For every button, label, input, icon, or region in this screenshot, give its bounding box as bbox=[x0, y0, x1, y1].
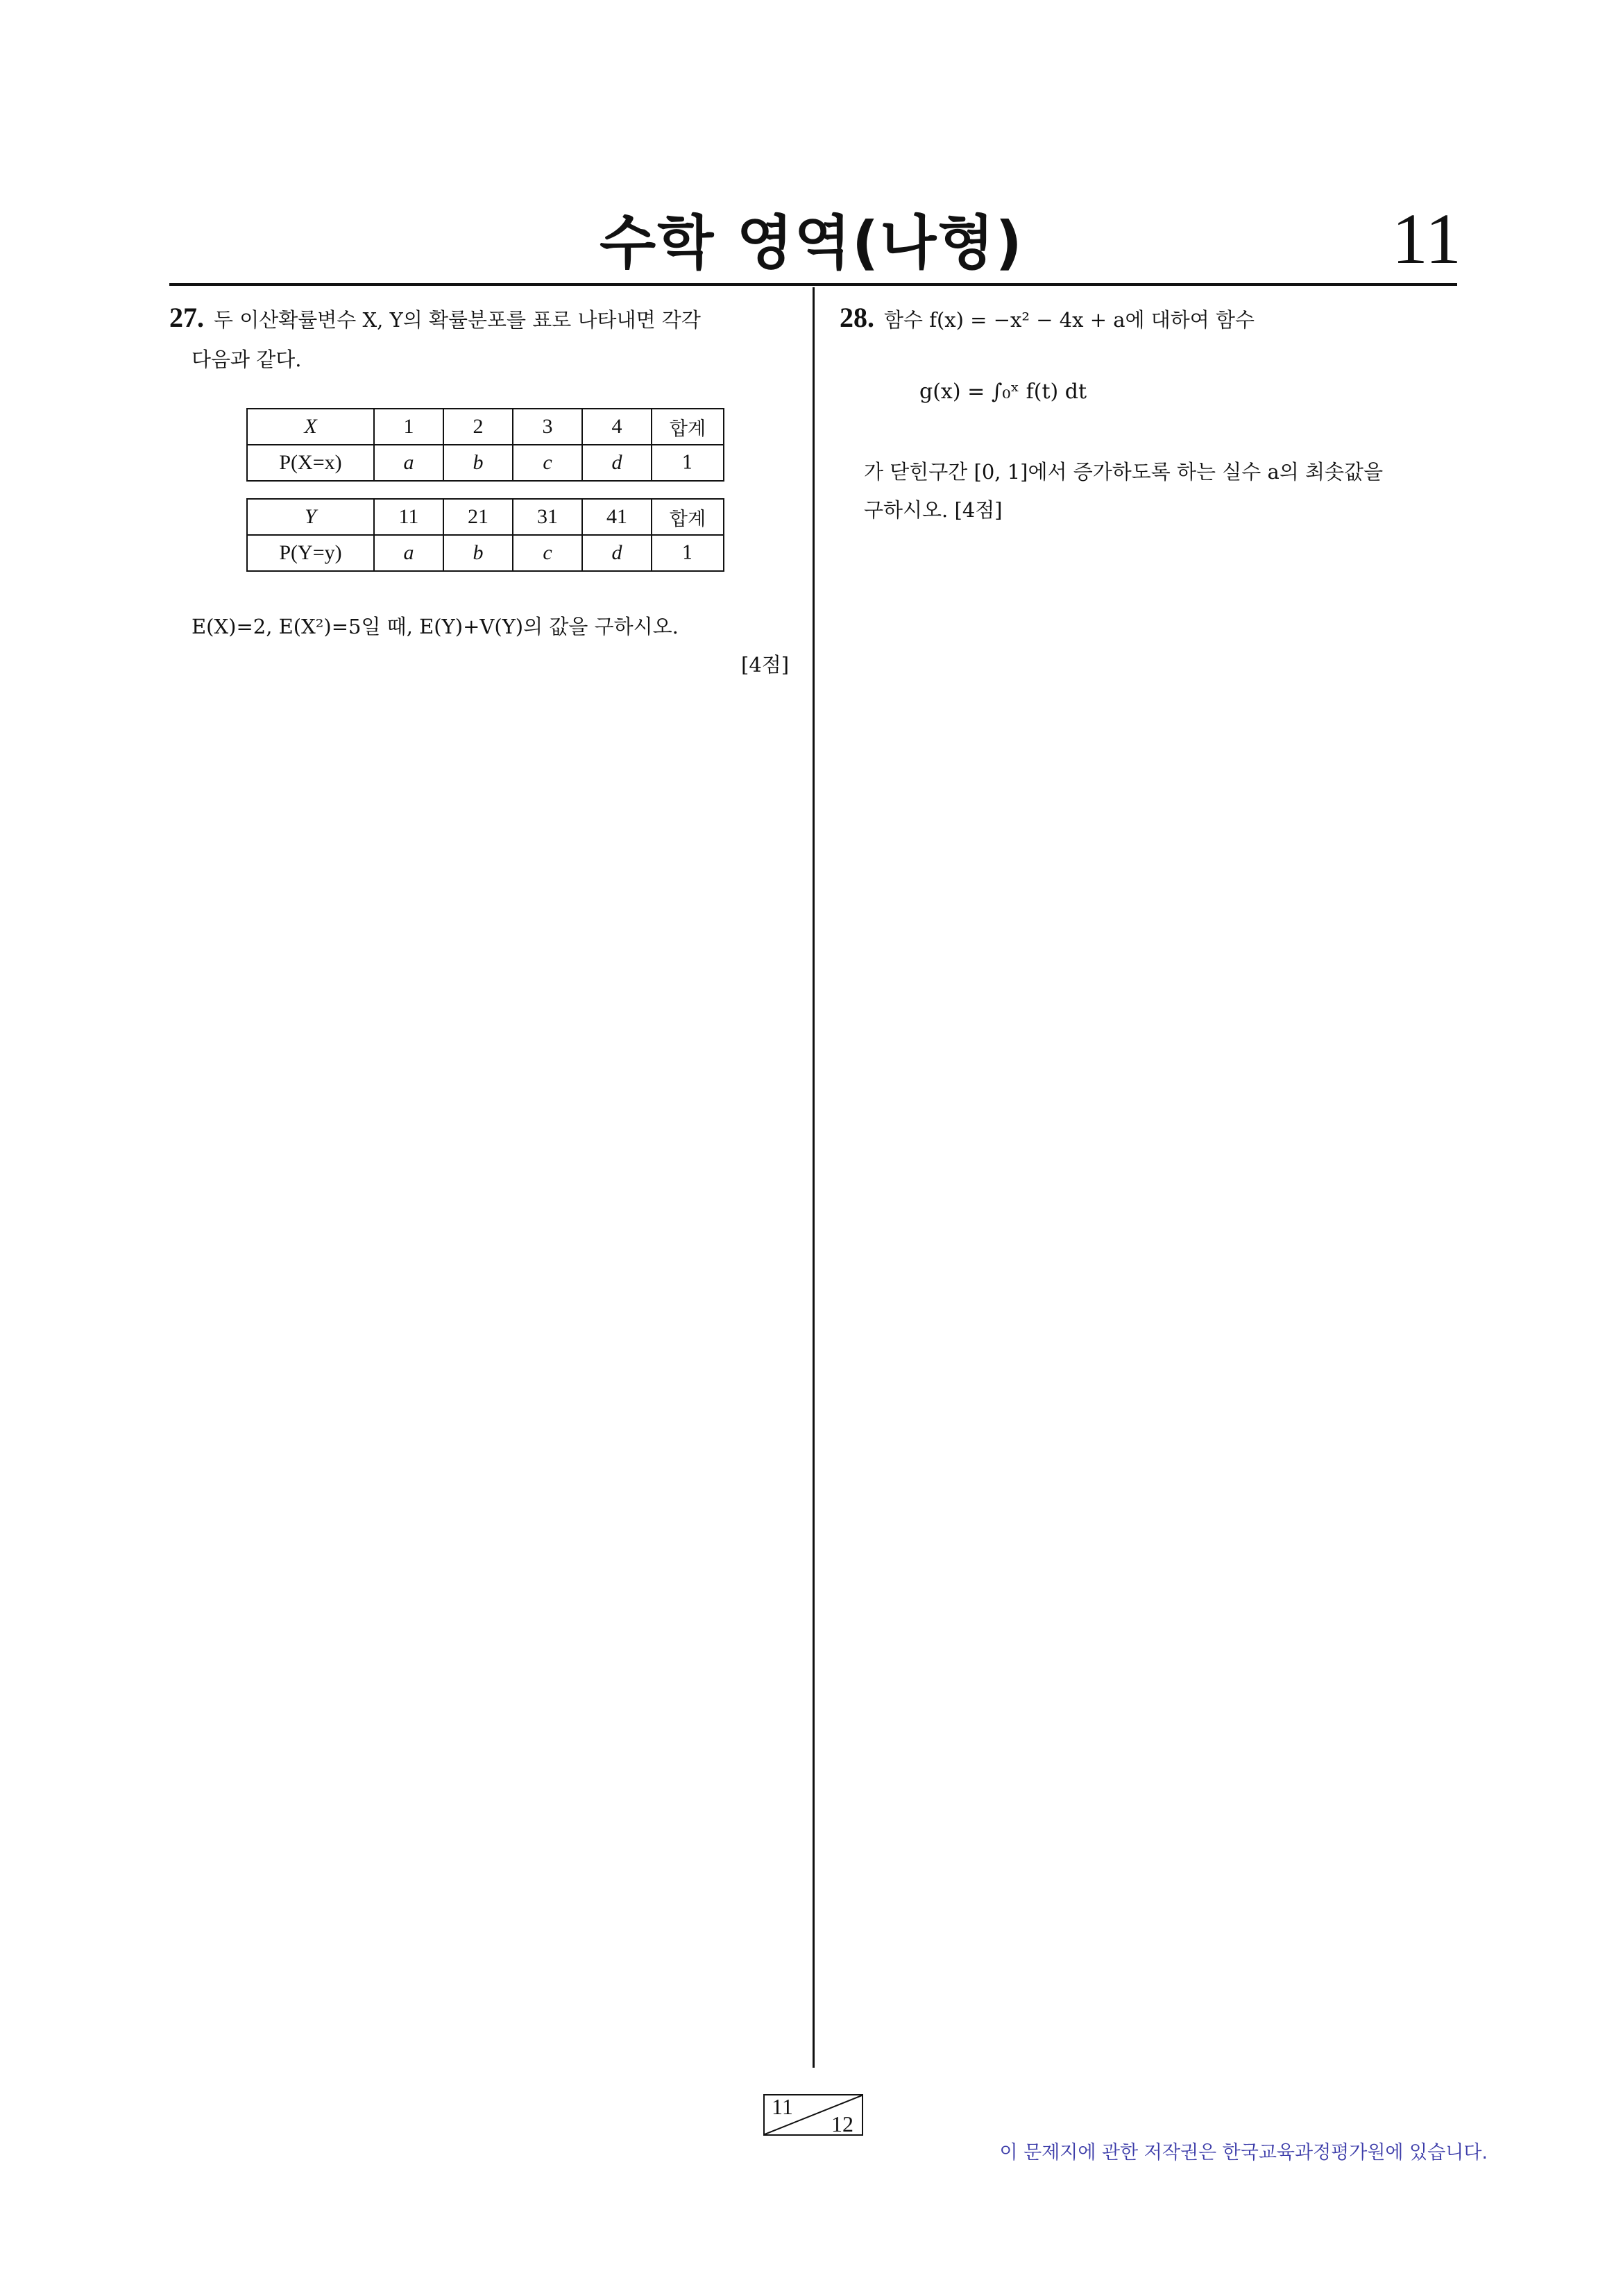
table-cell: b bbox=[443, 535, 513, 571]
table-cell: 합계 bbox=[652, 499, 724, 535]
table-row bbox=[247, 535, 724, 571]
question-28-points: [4점] bbox=[954, 498, 1003, 522]
distribution-table-y bbox=[246, 498, 724, 572]
table-cell: 21 bbox=[443, 499, 513, 535]
question-27-line2: 다음과 같다. bbox=[192, 348, 302, 371]
table-cell: a bbox=[374, 535, 443, 571]
question-27-text: 두 이산확률변수 X, Y의 확률분포를 표로 나타내면 각각 bbox=[214, 308, 701, 332]
question-27-condition: E(X)=2, E(X²)=5일 때, E(Y)+V(Y)의 값을 구하시오. bbox=[192, 615, 679, 638]
question-28-text: 함수 f(x) = −x² − 4x + a에 대하여 함수 bbox=[884, 308, 1255, 332]
table-cell: a bbox=[374, 445, 443, 481]
page-title: 수학 영역(나형) bbox=[600, 209, 1023, 277]
column-divider bbox=[813, 287, 815, 2068]
page-current: 11 bbox=[772, 2094, 793, 2119]
table-cell: 합계 bbox=[652, 409, 724, 445]
table-cell: c bbox=[513, 445, 582, 481]
page-number: 11 bbox=[1391, 199, 1461, 279]
table-cell: 3 bbox=[513, 409, 582, 445]
question-28-formula: g(x) = ∫₀ˣ f(t) dt bbox=[919, 380, 1087, 404]
table-row bbox=[247, 409, 724, 445]
table-cell: P(Y=y) bbox=[247, 535, 374, 571]
table-cell: 31 bbox=[513, 499, 582, 535]
question-28-line2: 가 닫힌구간 [0, 1]에서 증가하도록 하는 실수 a의 최솟값을 bbox=[864, 460, 1384, 484]
question-28-line3 bbox=[864, 489, 1003, 531]
table-cell: 11 bbox=[374, 499, 443, 535]
table-cell: 1 bbox=[652, 535, 724, 571]
table-cell: b bbox=[443, 445, 513, 481]
page-total: 12 bbox=[831, 2111, 853, 2136]
table-cell: c bbox=[513, 535, 582, 571]
table-row bbox=[247, 499, 724, 535]
question-27-line1 bbox=[169, 297, 701, 341]
question-27-number: 27. bbox=[169, 302, 204, 333]
question-28-line3-text: 구하시오. bbox=[864, 498, 949, 522]
table-cell: d bbox=[582, 535, 652, 571]
table-cell: 4 bbox=[582, 409, 652, 445]
table-cell: d bbox=[582, 445, 652, 481]
table-cell: P(X=x) bbox=[247, 445, 374, 481]
table-cell: 1 bbox=[374, 409, 443, 445]
table-cell: 2 bbox=[443, 409, 513, 445]
table-cell: Y bbox=[247, 499, 374, 535]
table-cell: X bbox=[247, 409, 374, 445]
table-cell: 1 bbox=[652, 445, 724, 481]
question-27-points: [4점] bbox=[741, 653, 790, 677]
table-row bbox=[247, 445, 724, 481]
distribution-table-x bbox=[246, 408, 724, 482]
page-indicator bbox=[763, 2094, 863, 2136]
table-cell: 41 bbox=[582, 499, 652, 535]
question-28-number: 28. bbox=[840, 302, 874, 333]
copyright-notice: 이 문제지에 관한 저작권은 한국교육과정평가원에 있습니다. bbox=[999, 2142, 1488, 2163]
question-28-line1 bbox=[840, 297, 1255, 341]
header-rule bbox=[169, 283, 1457, 286]
